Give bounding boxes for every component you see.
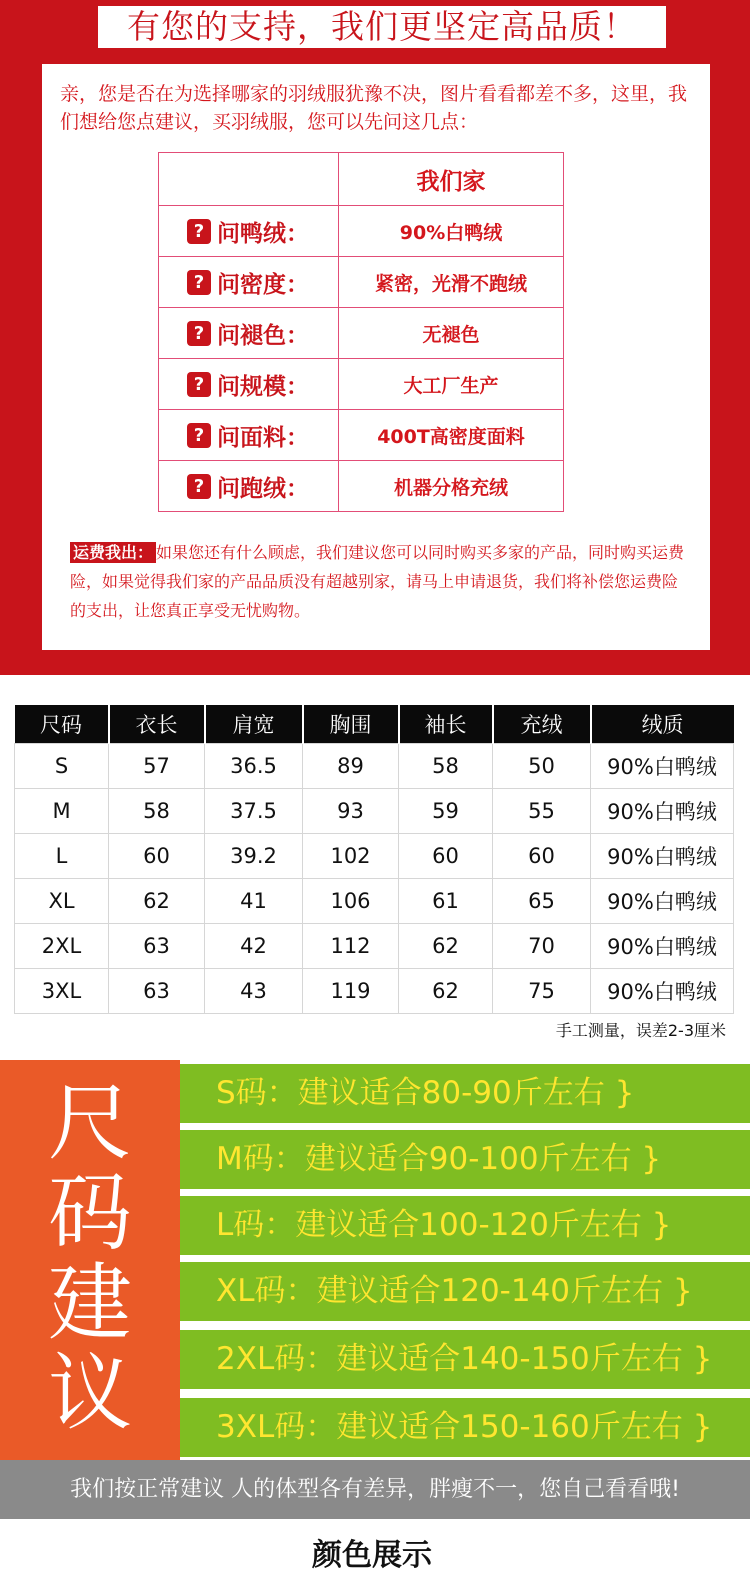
promo-intro: 亲，您是否在为选择哪家的羽绒服犹豫不决，图片看看都差不多，这里，我们想给您点建议，买羽绒服，您可以先问这几点： (60, 83, 688, 133)
size-chart-column-header: 胸围 (303, 705, 399, 743)
question-label: 问规模： (217, 373, 309, 400)
size-chart-column-header: 袖长 (399, 705, 493, 743)
size-chart-cell: 63 (109, 923, 205, 968)
question-row (159, 359, 564, 410)
size-chart-cell: 60 (399, 833, 493, 878)
size-chart-cell: 59 (399, 788, 493, 833)
question-label: 问跑绒： (217, 475, 309, 502)
question-cell (159, 359, 339, 410)
answer-cell: 机器分格充绒 (339, 461, 564, 512)
size-chart-table (14, 705, 734, 1014)
question-mark-icon: ? (187, 270, 211, 295)
size-chart-cell: 62 (109, 878, 205, 923)
size-chart-cell: M (15, 788, 109, 833)
size-chart-cell: 62 (399, 968, 493, 1013)
size-suggestion-row: L码：建议适合100-120斤左右 } (180, 1196, 750, 1255)
promo-title: 有您的支持，我们更坚定高品质！ (98, 6, 666, 48)
question-cell (159, 461, 339, 512)
size-chart-cell: 36.5 (205, 743, 303, 788)
size-chart-cell: XL (15, 878, 109, 923)
size-chart-cell: 119 (303, 968, 399, 1013)
size-suggestion-row: 3XL码：建议适合150-160斤左右 } (180, 1398, 750, 1457)
size-chart-column-header: 肩宽 (205, 705, 303, 743)
question-cell (159, 206, 339, 257)
size-suggestion-row: M码：建议适合90-100斤左右 } (180, 1130, 750, 1189)
size-suggestion-row: 2XL码：建议适合140-150斤左右 } (180, 1330, 750, 1389)
size-chart-column-header: 衣长 (109, 705, 205, 743)
size-chart-cell: 106 (303, 878, 399, 923)
size-chart-header (15, 705, 734, 743)
size-chart-cell: 61 (399, 878, 493, 923)
size-chart-cell: 42 (205, 923, 303, 968)
size-chart-cell: 93 (303, 788, 399, 833)
question-row (159, 410, 564, 461)
size-chart-cell: S (15, 743, 109, 788)
size-chart-column-header: 绒质 (591, 705, 734, 743)
promo-card (42, 64, 710, 650)
size-chart-cell: 62 (399, 923, 493, 968)
answer-cell: 紧密，光滑不跑绒 (339, 257, 564, 308)
question-label: 问褪色： (217, 322, 309, 349)
size-chart-cell: 41 (205, 878, 303, 923)
answer-cell: 90%白鸭绒 (339, 206, 564, 257)
size-chart-cell: 58 (109, 788, 205, 833)
question-mark-icon: ? (187, 474, 211, 499)
shipping-note (70, 538, 690, 625)
size-chart-cell: 90%白鸭绒 (591, 968, 734, 1013)
size-chart-cell: 102 (303, 833, 399, 878)
question-row (159, 461, 564, 512)
promo-section (0, 0, 750, 675)
size-chart-row (15, 968, 734, 1013)
answer-cell: 无褪色 (339, 308, 564, 359)
size-suggestion-row: S码：建议适合80-90斤左右 } (180, 1064, 750, 1123)
size-chart-cell: 43 (205, 968, 303, 1013)
question-table (158, 152, 564, 512)
question-mark-icon: ? (187, 423, 211, 448)
question-mark-icon: ? (187, 219, 211, 244)
size-chart-cell: 39.2 (205, 833, 303, 878)
table-header-label: 我们家 (339, 153, 564, 206)
question-cell (159, 257, 339, 308)
size-chart-cell: 37.5 (205, 788, 303, 833)
size-chart-cell: 89 (303, 743, 399, 788)
size-suggestion-title-panel (0, 1060, 180, 1460)
size-chart-cell: 60 (109, 833, 205, 878)
question-row (159, 257, 564, 308)
question-label: 问鸭绒： (217, 220, 309, 247)
size-chart-cell: 90%白鸭绒 (591, 833, 734, 878)
question-row (159, 308, 564, 359)
question-row (159, 206, 564, 257)
size-chart-cell: 90%白鸭绒 (591, 923, 734, 968)
question-mark-icon: ? (187, 372, 211, 397)
answer-cell: 大工厂生产 (339, 359, 564, 410)
size-suggestion-title: 尺 码 建 议 (47, 1074, 132, 1442)
size-chart-cell: 63 (109, 968, 205, 1013)
size-chart-row (15, 878, 734, 923)
question-cell (159, 308, 339, 359)
size-chart-cell: L (15, 833, 109, 878)
size-suggestion-section (0, 1060, 750, 1573)
question-label: 问密度： (217, 271, 309, 298)
size-chart-row (15, 923, 734, 968)
question-table-header (159, 153, 564, 206)
size-chart-cell: 55 (493, 788, 591, 833)
size-chart-cell: 58 (399, 743, 493, 788)
size-chart-cell: 90%白鸭绒 (591, 788, 734, 833)
size-chart-cell: 57 (109, 743, 205, 788)
size-chart-cell: 90%白鸭绒 (591, 743, 734, 788)
size-chart-cell: 3XL (15, 968, 109, 1013)
size-chart-cell: 90%白鸭绒 (591, 878, 734, 923)
size-chart-cell: 2XL (15, 923, 109, 968)
size-chart-cell: 60 (493, 833, 591, 878)
size-chart-cell: 70 (493, 923, 591, 968)
size-chart-cell: 50 (493, 743, 591, 788)
size-chart-column-header: 充绒 (493, 705, 591, 743)
size-chart-row (15, 833, 734, 878)
size-chart-cell: 112 (303, 923, 399, 968)
shipping-text: 如果您还有什么顾虑，我们建议您可以同时购买多家的产品，同时购买运费险，如果觉得我们家的产品品质没有超越别家，请马上申请退货，我们将补偿您运费险的支出，让您真正享受无忧购物。 (70, 543, 685, 620)
shipping-tag: 运费我出： (70, 542, 156, 563)
size-chart-column-header: 尺码 (15, 705, 109, 743)
next-section-title: 颜色展示 (312, 1538, 432, 1573)
measurement-note: 手工测量，误差2-3厘米 (555, 1021, 726, 1040)
question-label: 问面料： (217, 424, 309, 451)
size-chart-row (15, 743, 734, 788)
size-chart-cell: 65 (493, 878, 591, 923)
suggestion-footer: 我们按正常建议 人的体型各有差异，胖瘦不一，您自己看看哦! (0, 1460, 750, 1519)
question-cell (159, 410, 339, 461)
size-chart-cell: 75 (493, 968, 591, 1013)
size-suggestion-row: XL码：建议适合120-140斤左右 } (180, 1262, 750, 1321)
answer-cell: 400T高密度面料 (339, 410, 564, 461)
question-mark-icon: ? (187, 321, 211, 346)
size-chart-row (15, 788, 734, 833)
